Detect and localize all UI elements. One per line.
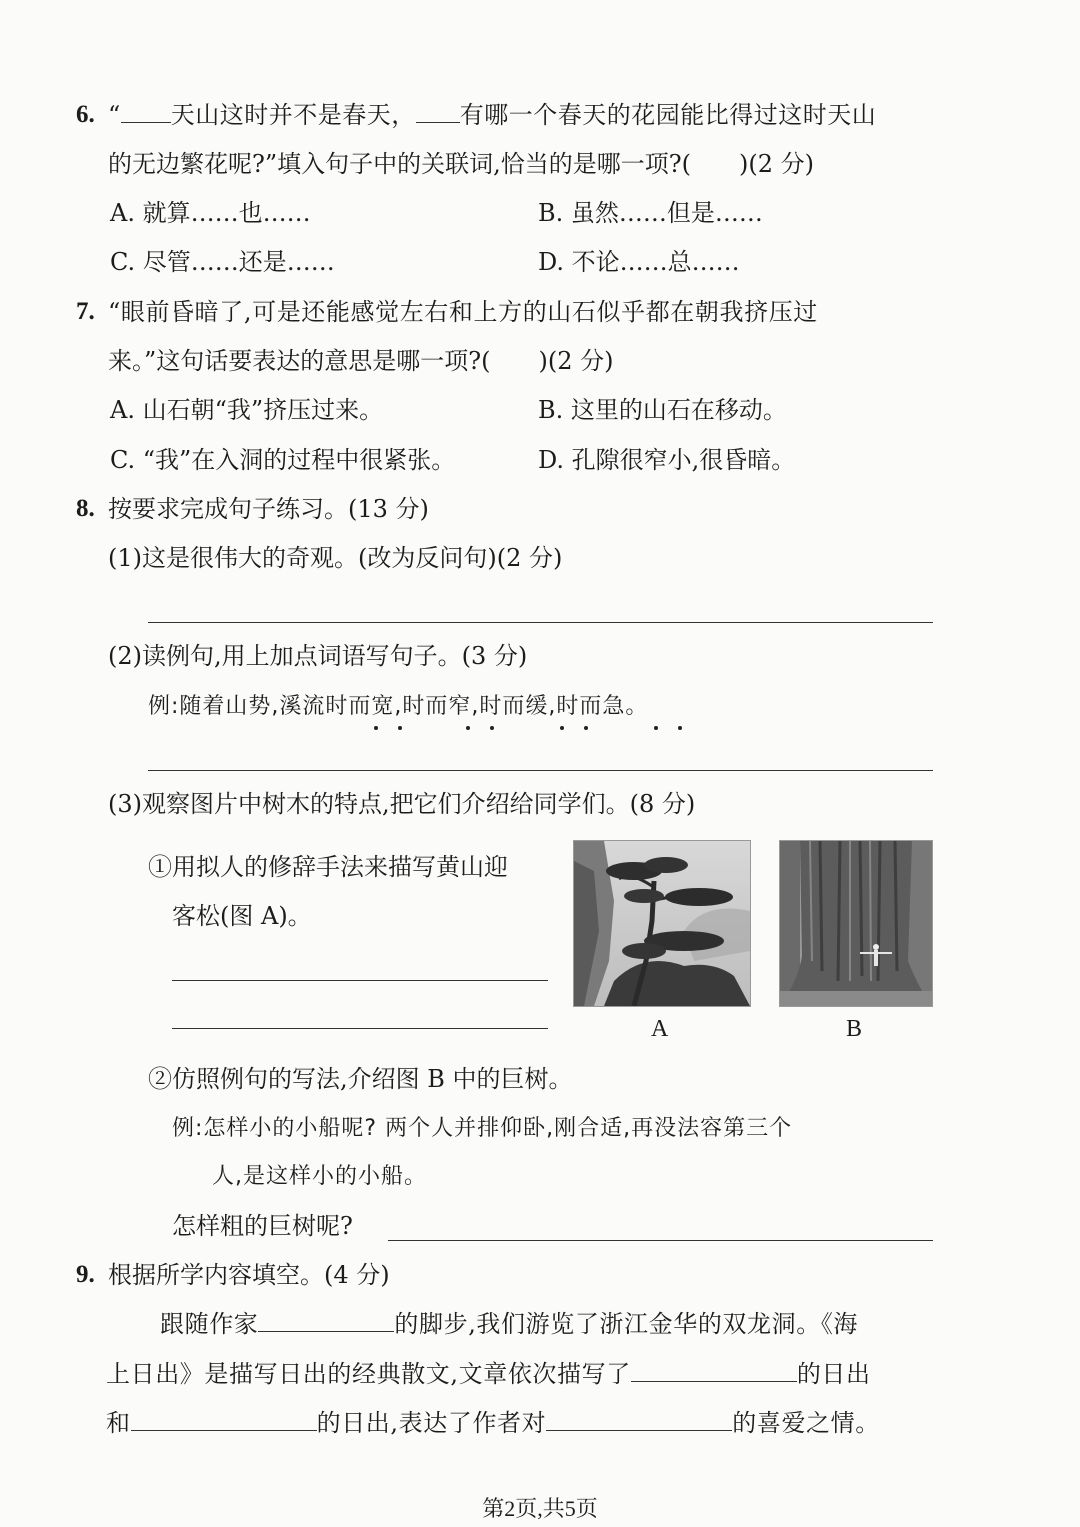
q8-part3-2-prompt: 怎样粗的巨树呢? — [172, 1212, 353, 1240]
q6-text-mid: 天山这时并不是春天， — [170, 101, 416, 129]
q8-part1: (1)这是很伟大的奇观。(改为反问句)(2 分) — [108, 544, 563, 572]
q8-title: 按要求完成句子练习。(13 分) — [108, 495, 429, 523]
q7-option-a[interactable]: A. 山石朝“我”挤压过来。 — [110, 396, 384, 424]
q6-number: 6. — [76, 101, 95, 128]
q6-quote: “ — [108, 101, 121, 129]
q6-blank-2[interactable] — [416, 102, 460, 123]
q7-option-b[interactable]: B. 这里的山石在移动。 — [538, 396, 787, 424]
q8-number: 8. — [76, 495, 95, 522]
pine-tree-illustration — [574, 841, 750, 1006]
q8-part3-2: ②仿照例句的写法,介绍图 B 中的巨树。 — [148, 1065, 573, 1093]
q6-line2: 的无边繁花呢?”填入句子中的关联词,恰当的是哪一项?( )(2 分) — [108, 150, 814, 178]
picture-a-caption: A — [651, 1016, 669, 1042]
q7-line1: “眼前昏暗了,可是还能感觉左右和上方的山石似乎都在朝我挤压过 — [108, 298, 818, 326]
giant-tree-illustration — [780, 841, 932, 1006]
q9-blank-author[interactable] — [258, 1311, 394, 1332]
q9-text: 跟随作家 — [160, 1310, 259, 1338]
picture-a-pine-tree — [573, 840, 751, 1007]
q7-number: 7. — [76, 298, 95, 325]
q8-part2: (2)读例句,用上加点词语写句子。(3 分) — [108, 642, 528, 670]
q6-text-post: 有哪一个春天的花园能比得过这时天山 — [459, 101, 877, 129]
q9-line3 — [106, 1408, 880, 1438]
q9-text: 的脚步,我们游览了浙江金华的双龙洞。《海 — [394, 1310, 859, 1338]
q9-blank-second-sunrise[interactable] — [131, 1410, 317, 1431]
q9-text: 的喜爱之情。 — [732, 1409, 880, 1437]
emphasis-dot — [398, 726, 402, 730]
q8-part3-2-example-line2: 人,是这样小的小船。 — [212, 1164, 427, 1189]
emphasis-dot — [678, 726, 682, 730]
picture-b-caption: B — [846, 1016, 863, 1042]
emphasis-dot — [374, 726, 378, 730]
q8-part3-1-answer-line-2[interactable] — [172, 1028, 548, 1029]
q7-option-d[interactable]: D. 孔隙很窄小,很昏暗。 — [538, 446, 796, 474]
q9-text: 的日出 — [796, 1360, 871, 1388]
q8-part3: (3)观察图片中树木的特点,把它们介绍给同学们。(8 分) — [108, 790, 696, 818]
q9-line1 — [160, 1309, 858, 1339]
q6-line1 — [108, 100, 876, 130]
q9-blank-first-sunrise[interactable] — [631, 1361, 797, 1382]
emphasis-dot — [560, 726, 564, 730]
q8-part3-2-answer-line[interactable] — [388, 1240, 933, 1241]
q6-option-c[interactable]: C. 尽管……还是…… — [110, 248, 335, 276]
q8-part1-answer-line[interactable] — [148, 622, 933, 623]
q7-line2: 来。”这句话要表达的意思是哪一项?( )(2 分) — [108, 347, 614, 375]
q9-text: 上日出》是描写日出的经典散文,文章依次描写了 — [106, 1360, 631, 1388]
q9-text: 和 — [106, 1409, 131, 1437]
q7-option-c[interactable]: C. “我”在入洞的过程中很紧张。 — [110, 446, 456, 474]
q9-title: 根据所学内容填空。(4 分) — [108, 1261, 390, 1289]
emphasis-dot — [584, 726, 588, 730]
picture-b-giant-tree — [779, 840, 933, 1007]
q8-part2-example: 例:随着山势,溪流时而宽,时而窄,时而缓,时而急。 — [148, 694, 649, 719]
q8-part2-answer-line[interactable] — [148, 770, 933, 771]
q9-blank-object[interactable] — [546, 1410, 732, 1431]
q6-option-b[interactable]: B. 虽然……但是…… — [538, 199, 763, 227]
q6-option-a[interactable]: A. 就算……也…… — [110, 199, 311, 227]
emphasis-dot — [654, 726, 658, 730]
q6-blank-1[interactable] — [121, 102, 171, 123]
q8-part3-1-line2: 客松(图 A)。 — [172, 902, 312, 930]
q8-part3-1-line1: ①用拟人的修辞手法来描写黄山迎 — [148, 853, 508, 881]
q9-line2 — [106, 1359, 871, 1389]
q6-option-d[interactable]: D. 不论……总…… — [538, 248, 740, 276]
q9-text: 的日出,表达了作者对 — [316, 1409, 547, 1437]
q9-number: 9. — [76, 1261, 95, 1288]
emphasis-dot — [490, 726, 494, 730]
page-footer: 第2页,共5页 — [482, 1496, 598, 1521]
q8-part3-1-answer-line-1[interactable] — [172, 980, 548, 981]
q8-part3-2-example-line1: 例:怎样小的小船呢? 两个人并排仰卧,刚合适,再没法容第三个 — [172, 1116, 793, 1141]
emphasis-dot — [466, 726, 470, 730]
